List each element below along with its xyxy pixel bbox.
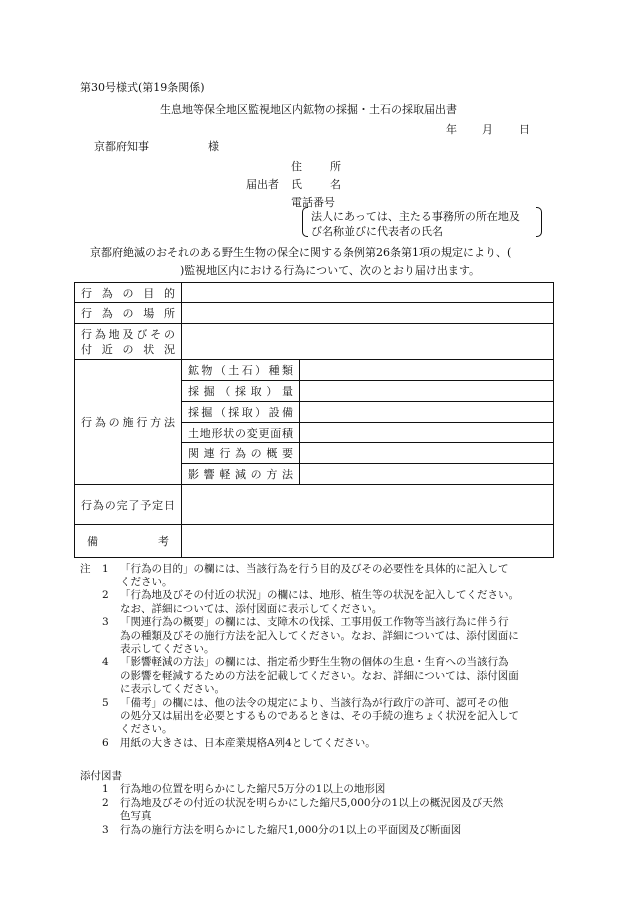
- attachment-text: 行為地及びその付近の状況を明らかにした縮尺5,000分の1以上の概況図及び天然: [120, 796, 504, 809]
- label-purpose: 行為の目的: [75, 283, 182, 303]
- note-item: [80, 737, 519, 750]
- note-text: 「行為の目的」の欄には、当該行為を行う目的及びその必要性を具体的に記入して: [120, 563, 509, 575]
- label-remarks-2: 考: [158, 535, 169, 548]
- corporate-note-line1: 法人にあっては、主たる事務所の所在地及: [311, 210, 520, 223]
- notes-continued: [80, 576, 519, 750]
- note-text: 「備考」の欄には、他の法令の規定により、当該行為が行政庁の許可、認可その他: [120, 696, 509, 709]
- label-completion-date: 行為の完了予定日: [75, 485, 182, 525]
- date-month-label: 月: [482, 123, 493, 136]
- field-completion-date[interactable]: [182, 485, 554, 525]
- note-number: 5: [102, 696, 109, 709]
- attachment-text: 行為地の位置を明らかにした縮尺5万分の1以上の地形図: [120, 783, 386, 796]
- attachment-number: 1: [102, 783, 109, 796]
- note-number: 1: [102, 563, 109, 575]
- attachment-text: 行為の施行方法を明らかにした縮尺1,000分の1以上の平面図及び断面図: [120, 823, 462, 836]
- label-method-item-5: 関連行為の概要: [182, 443, 300, 464]
- field-site-condition[interactable]: [182, 324, 554, 360]
- body-text-line2: )監視地区内における行為について、次のとおり届け出ます。: [180, 264, 480, 277]
- note-text: 「影響軽減の方法」の欄には、指定希少野生生物の個体の生息・生育への当該行為: [120, 656, 509, 669]
- date-day-label: 日: [519, 123, 530, 136]
- note-text: なお、詳細については、添付図面に表示してください。: [120, 602, 383, 615]
- note-number: 2: [102, 589, 109, 602]
- attachment-item: [80, 783, 503, 796]
- attachment-number: 3: [102, 823, 109, 836]
- label-method-item-2: 採掘（採取）量: [182, 381, 300, 402]
- phone-label: 電話番号: [291, 196, 335, 209]
- label-site-condition: [75, 324, 182, 360]
- note-text: 「行為地及びその付近の状況」の欄には、地形、植生等の状況を記入してください。: [120, 589, 519, 602]
- notes-heading: 注: [80, 563, 91, 575]
- label-remarks-1: 備: [87, 535, 98, 548]
- note-text: 為の種類及びその施行方法を記入してください。なお、詳細については、添付図面に: [120, 629, 519, 642]
- label-remarks: [75, 525, 182, 558]
- name-label-2: 名: [330, 178, 341, 191]
- bracket-right: [536, 207, 542, 237]
- bracket-left: [302, 207, 308, 237]
- label-site-line2: 付近の状況: [81, 342, 175, 356]
- corporate-note: [302, 207, 542, 237]
- note-text: 表示してください。: [120, 643, 215, 656]
- label-method-item-4: 土地形状の変更面積: [182, 423, 300, 443]
- note-item: [80, 589, 519, 602]
- label-site-line1: 行為地及びその: [81, 327, 175, 341]
- attachment-number: 2: [102, 796, 109, 809]
- note-text: の影響を軽減するための方法を記載してください。なお、詳細については、添付図面: [120, 669, 519, 682]
- label-method-item-3: 採掘（採取）設備: [182, 402, 300, 423]
- field-place[interactable]: [182, 303, 554, 324]
- note-text: ください。: [120, 576, 173, 588]
- note-item: [80, 616, 519, 629]
- field-method-item-2[interactable]: [300, 381, 554, 402]
- note-text: 用紙の大きさは、日本産業規格A列4としてください。: [120, 736, 376, 749]
- field-method-item-3[interactable]: [300, 402, 554, 423]
- honorific: 様: [208, 140, 219, 153]
- note-text: の処分又は届出を必要とするものであるときは、その手続の進ちょく状況を記入して: [120, 710, 519, 723]
- address-label-1: 住: [291, 160, 302, 173]
- note-number: 6: [102, 736, 109, 749]
- field-method-item-1[interactable]: [300, 360, 554, 381]
- note-item: [80, 656, 519, 669]
- note-number: 4: [102, 656, 109, 669]
- field-remarks[interactable]: [182, 525, 554, 558]
- note-item: [80, 697, 519, 710]
- attachment-item: [80, 797, 503, 810]
- document-title: 生息地等保全地区監視地区内鉱物の採掘・土石の採取届出書: [160, 103, 457, 116]
- label-method-item-1: 鉱物（土石）種類: [182, 360, 300, 381]
- label-method: 行為の施行方法: [75, 360, 182, 485]
- address-label-2: 所: [330, 160, 341, 173]
- attachments-section: [80, 770, 503, 837]
- note-number: 3: [102, 616, 109, 629]
- corporate-note-line2: び名称並びに代表者の氏名: [311, 225, 443, 238]
- note-text: ください。: [120, 723, 173, 736]
- field-method-item-5[interactable]: [300, 443, 554, 464]
- attachment-item: [80, 824, 503, 837]
- field-method-item-4[interactable]: [300, 423, 554, 443]
- addressee: 京都府知事: [94, 140, 149, 153]
- form-number: 第30号様式(第19条関係): [80, 81, 205, 94]
- name-label-1: 氏: [291, 178, 302, 191]
- note-text: 「関連行為の概要」の欄には、支障木の伐採、工事用仮工作物等当該行為に伴う行: [120, 616, 509, 629]
- date-year-label: 年: [446, 123, 457, 136]
- field-purpose[interactable]: [182, 283, 554, 303]
- label-method-item-6: 影響軽減の方法: [182, 464, 300, 485]
- attachments-heading: 添付図書: [80, 770, 122, 782]
- note-text: に表示してください。: [120, 683, 225, 696]
- label-place: 行為の場所: [75, 303, 182, 324]
- body-text-line1: 京都府絶滅のおそれのある野生生物の保全に関する条例第26条第1項の規定により、(: [90, 246, 512, 259]
- notification-table: [74, 282, 554, 558]
- field-method-item-6[interactable]: [300, 464, 554, 485]
- applicant-role-label: 届出者: [246, 178, 279, 191]
- attachment-text: 色写真: [120, 810, 152, 823]
